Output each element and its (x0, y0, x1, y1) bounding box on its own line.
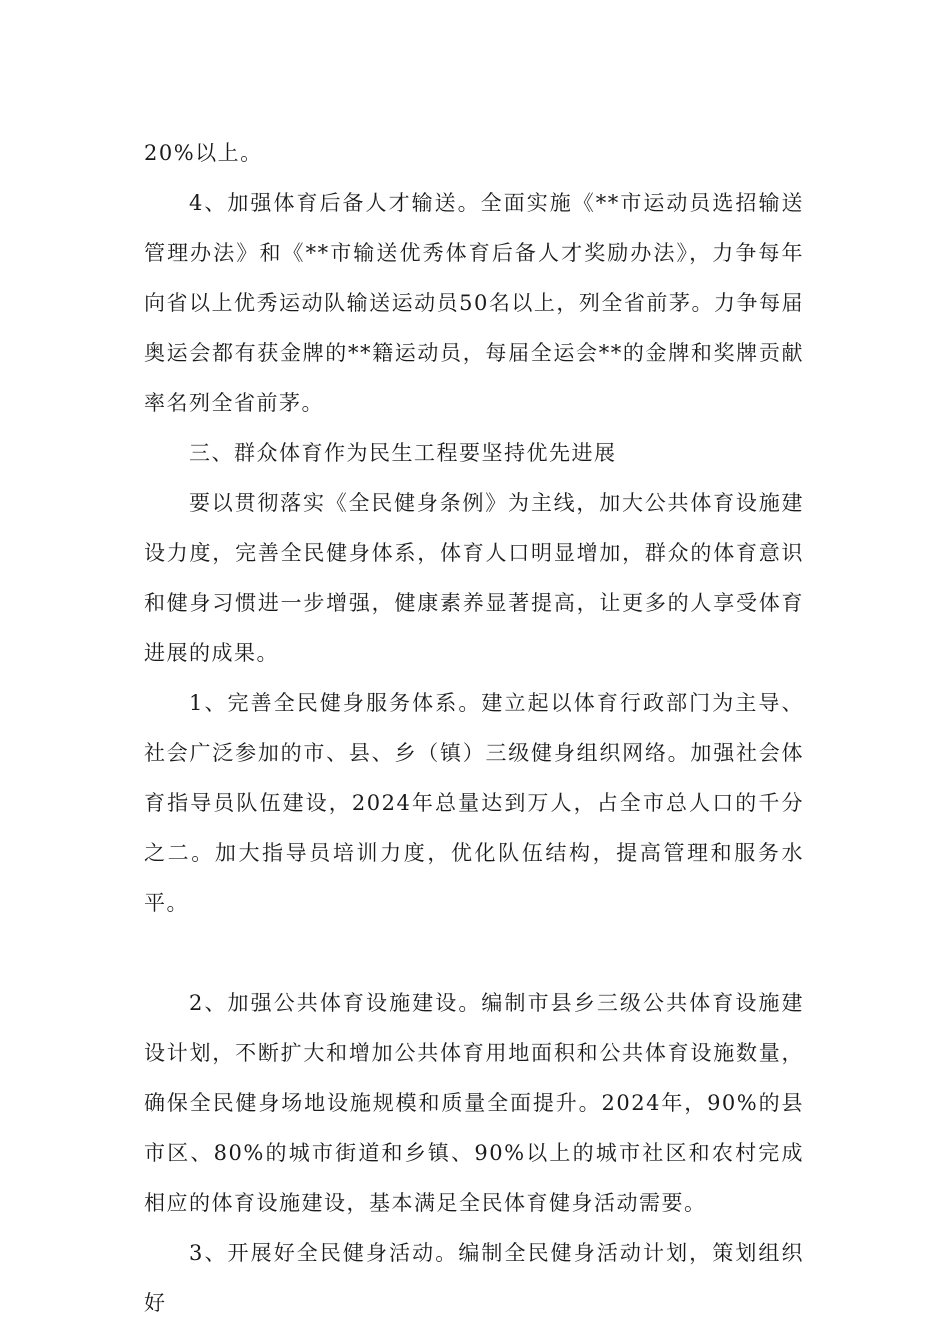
document-body (144, 128, 804, 1328)
blank-gap (144, 928, 804, 978)
paragraph-fitness-service-system: 1、完善全民健身服务体系。建立起以体育行政部门为主导、社会广泛参加的市、县、乡（镇）三级健身组织网络。加强社会体育指导员队伍建设，2024年总量达到万人，占全市总人口的千分之二。加大指导员培训力度，优化队伍结构，提高管理和服务水平。 (144, 691, 804, 915)
paragraph-continuation: 20%以上。 (144, 141, 263, 165)
paragraph-fitness-activities: 3、开展好全民健身活动。编制全民健身活动计划，策划组织好 (144, 1241, 804, 1315)
paragraph-talent-transfer: 4、加强体育后备人才输送。全面实施《**市运动员选招输送管理办法》和《**市输送优秀体育后备人才奖励办法》，力争每年向省以上优秀运动队输送运动员50名以上，列全省前茅。力争每届奥运会都有获金牌的**籍运动员，每届全运会**的金牌和奖牌贡献率名列全省前茅。 (144, 191, 804, 415)
paragraph-facility-construction: 2、加强公共体育设施建设。编制市县乡三级公共体育设施建设计划，不断扩大和增加公共体育用地面积和公共体育设施数量，确保全民健身场地设施规模和质量全面提升。2024年，90%的县市区、80%的城市街道和乡镇、90%以上的城市社区和农村完成相应的体育设施建设，基本满足全民体育健身活动需要。 (144, 991, 804, 1215)
paragraph-mass-sports-intro: 要以贯彻落实《全民健身条例》为主线，加大公共体育设施建设力度，完善全民健身体系，体育人口明显增加，群众的体育意识和健身习惯进一步增强，健康素养显著提高，让更多的人享受体育进展的成果。 (144, 491, 804, 665)
section-heading-mass-sports: 三、群众体育作为民生工程要坚持优先进展 (189, 441, 617, 465)
